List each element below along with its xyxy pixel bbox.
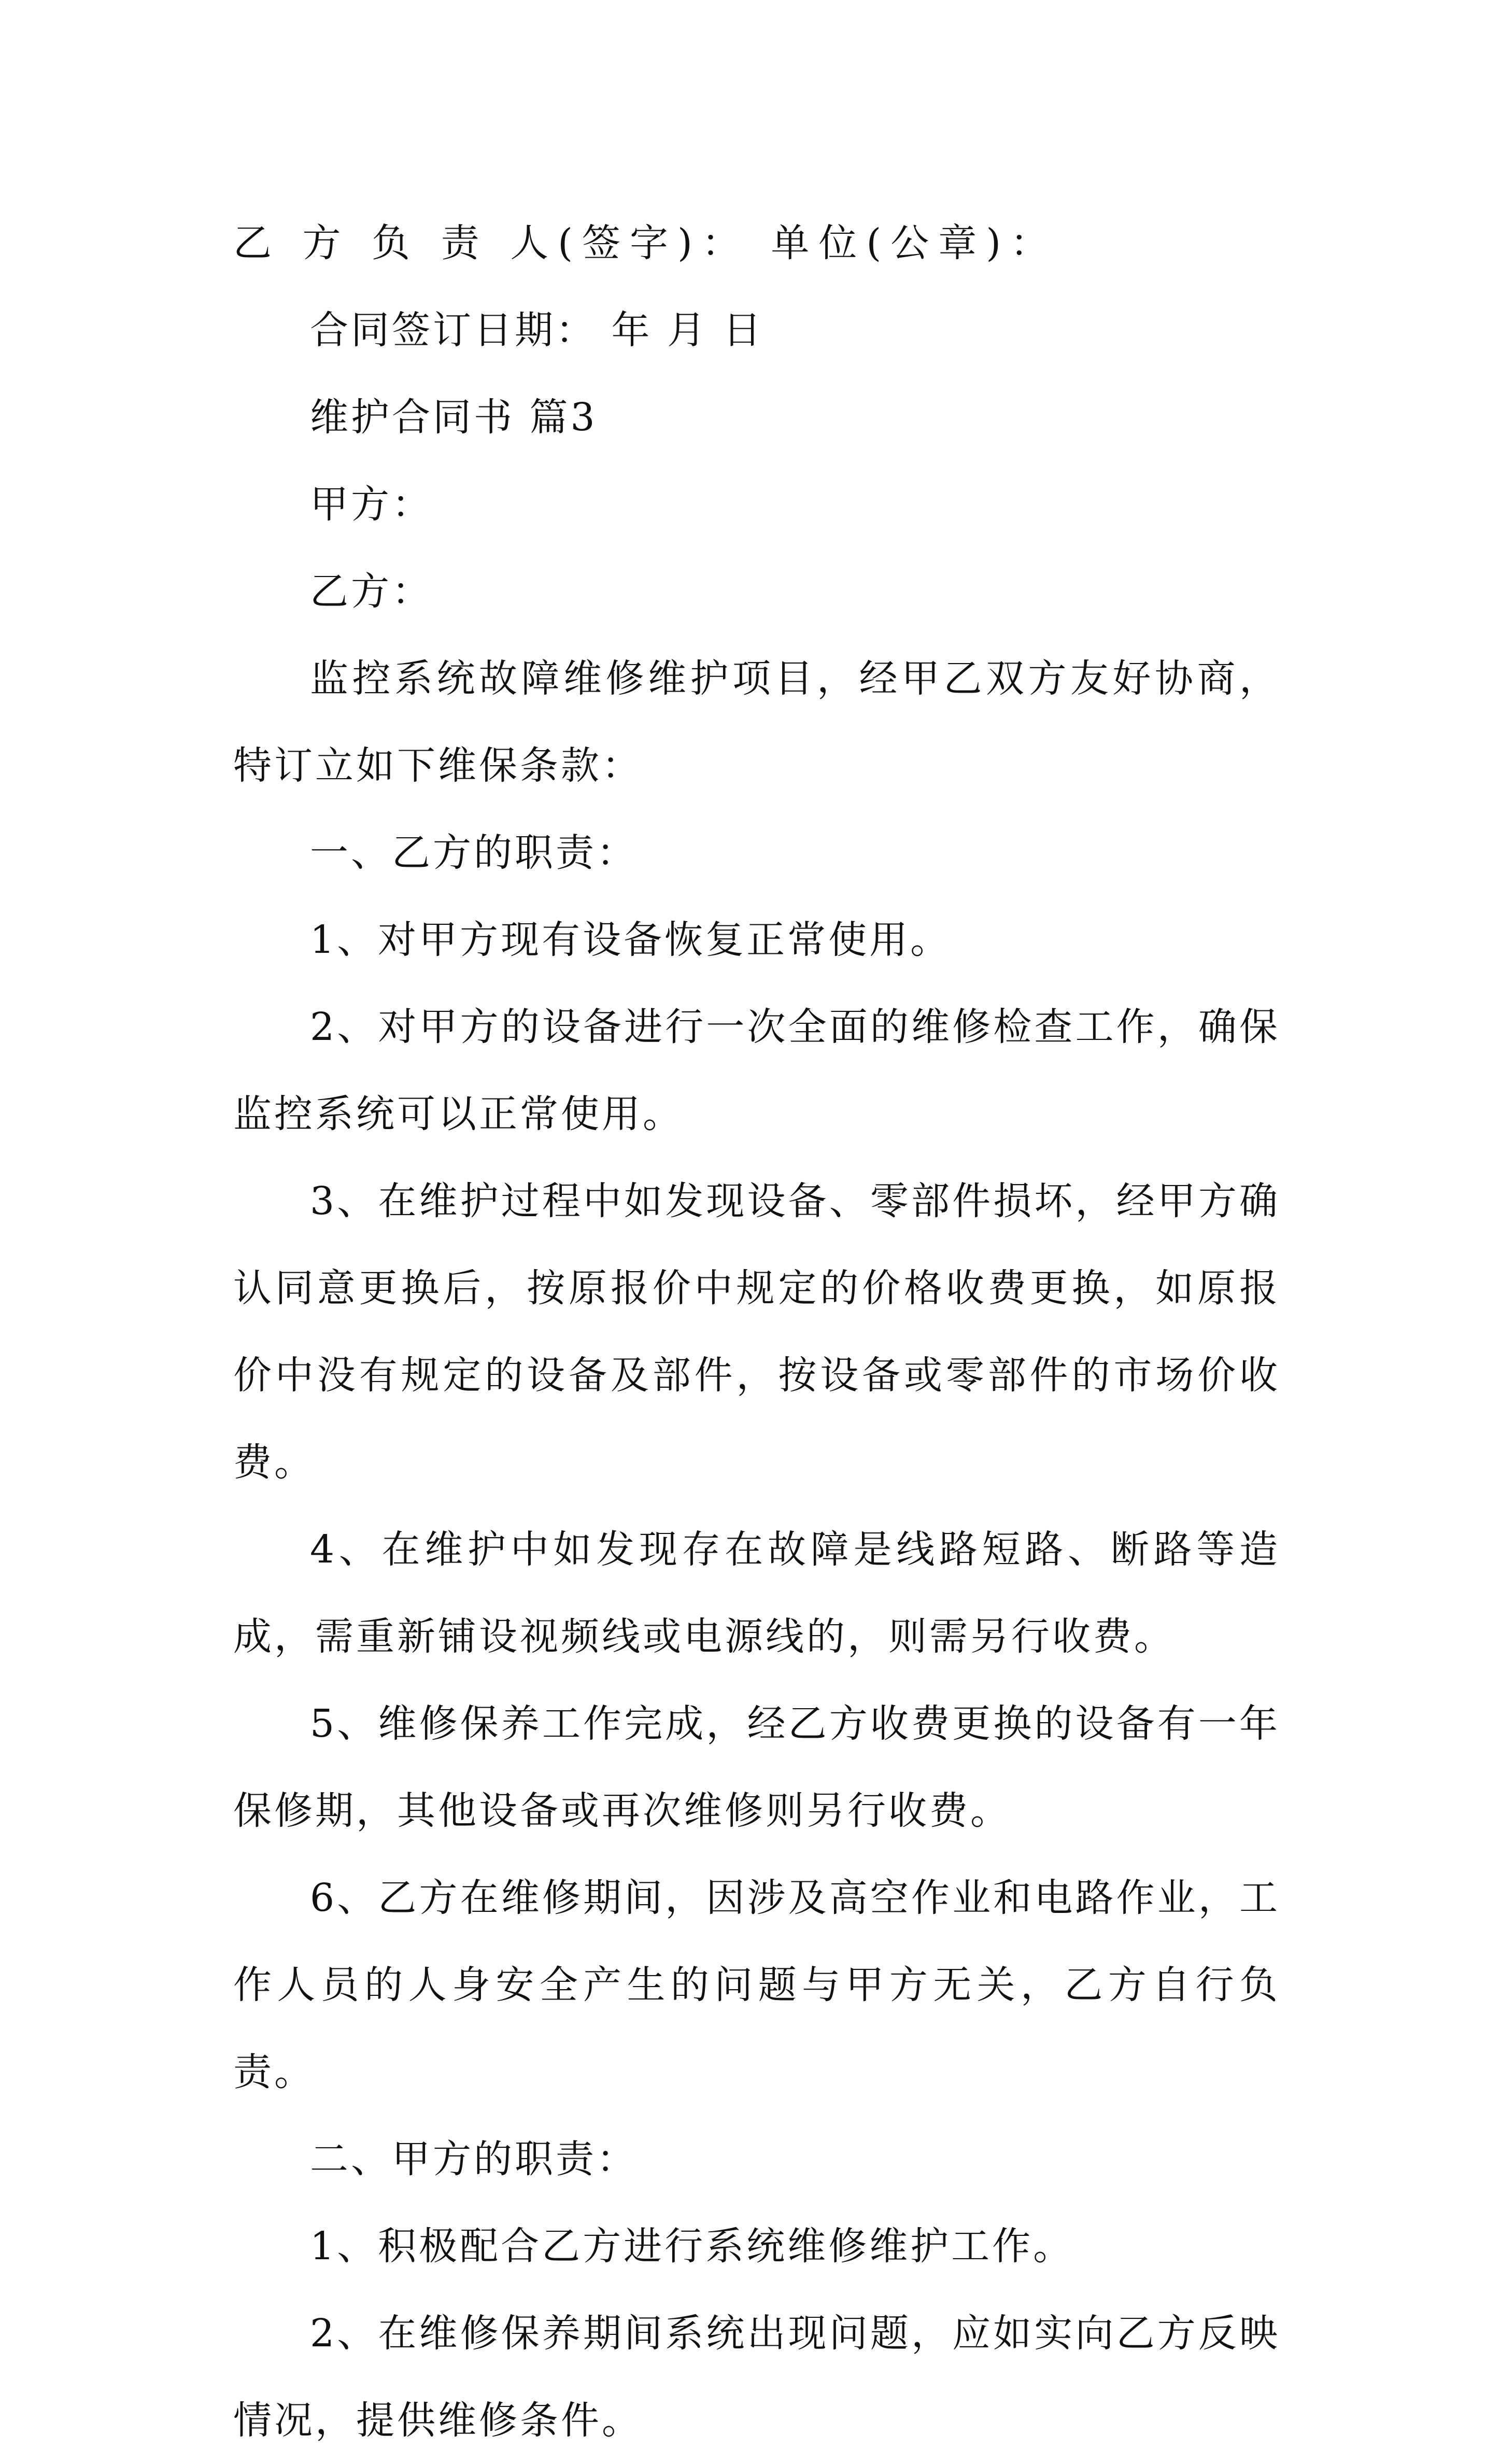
party-b-duty-2: 2、对甲方的设备进行一次全面的维修检查工作，确保监控系统可以正常使用。 (233, 1005, 1280, 1136)
party-b-duties-heading: 一、乙方的职责： (310, 830, 638, 875)
party-b-duty-3: 3、在维护过程中如发现设备、零部件损坏，经甲方确认同意更换后，按原报价中规定的价格收费更换，如原报价中没有规定的设备及部件，按设备或零部件的市场价收费。 (233, 1179, 1280, 1485)
party-a-duties-heading: 二、甲方的职责： (310, 2137, 638, 2181)
document-body (233, 200, 1280, 2464)
party-b-duty-4: 4、在维护中如发现存在故障是线路短路、断路等造成，需重新铺设视频线或电源线的，则需另行收费。 (233, 1527, 1280, 1659)
signature-line: 乙 方 负 责 人(签字)： 单位(公章)： (233, 221, 1058, 265)
party-b-duty-6: 6、乙方在维修期间，因涉及高空作业和电路作业，工作人员的人身安全产生的问题与甲方无关，乙方自行负责。 (233, 1876, 1280, 2094)
section-title: 维护合同书 篇3 (310, 395, 598, 440)
party-a-duty-2: 2、在维修保养期间系统出现问题，应如实向乙方反映情况，提供维修条件。 (233, 2311, 1280, 2443)
signing-date-line: 合同签订日期： 年 月 日 (310, 308, 764, 353)
party-b-duty-5: 5、维修保养工作完成，经乙方收费更换的设备有一年保修期，其他设备或再次维修则另行收费。 (233, 1701, 1280, 1833)
party-b-line: 乙方： (310, 569, 433, 614)
party-a-line: 甲方： (310, 482, 433, 527)
party-b-duty-1: 1、对甲方现有设备恢复正常使用。 (310, 918, 952, 962)
intro-paragraph: 监控系统故障维修维护项目，经甲乙双方友好协商，特订立如下维保条款： (233, 656, 1280, 788)
party-a-duty-1: 1、积极配合乙方进行系统维修维护工作。 (310, 2224, 1074, 2269)
